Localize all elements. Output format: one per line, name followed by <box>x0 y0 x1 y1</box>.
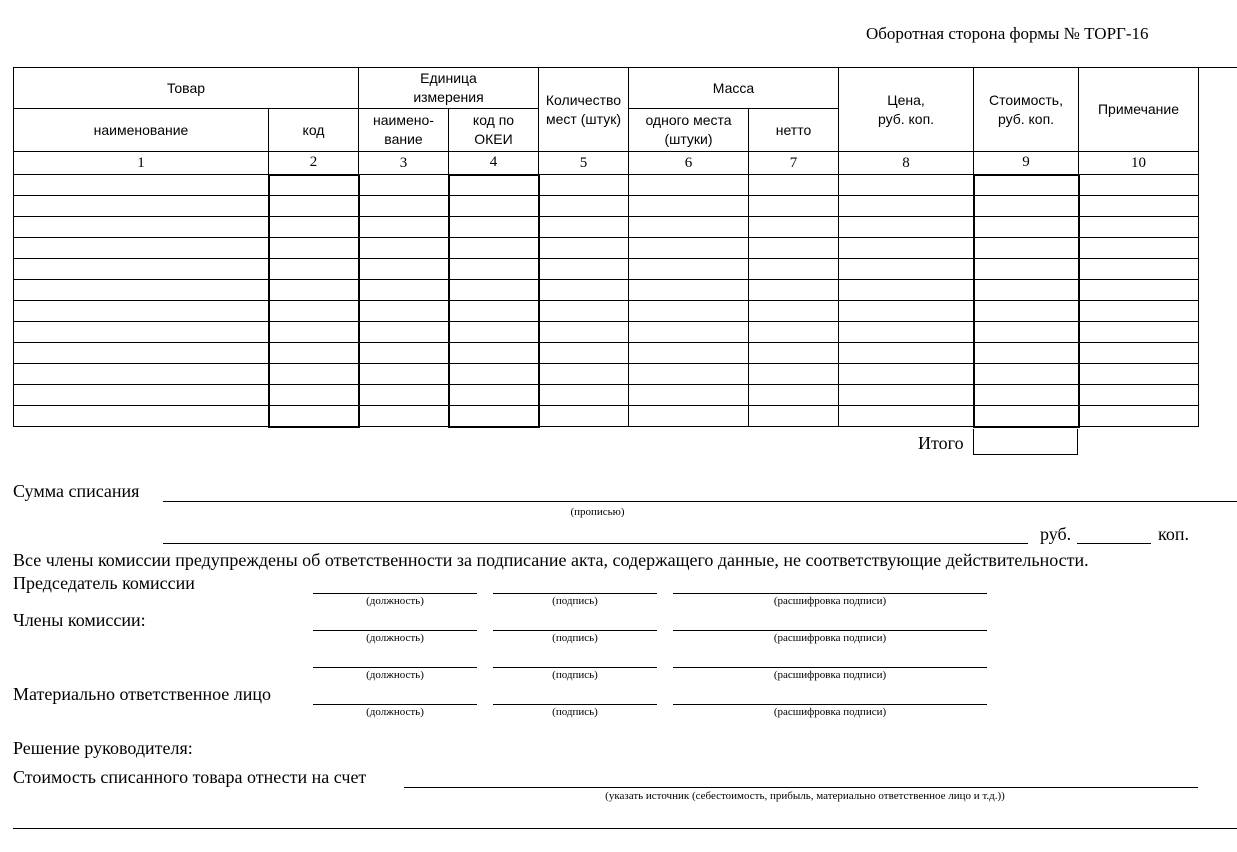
table-cell[interactable] <box>14 364 269 385</box>
table-cell[interactable] <box>449 217 539 238</box>
rub-label: руб. <box>1040 524 1072 544</box>
table-cell[interactable] <box>14 280 269 301</box>
bottom-divider <box>13 828 1237 829</box>
table-cell[interactable] <box>839 301 974 322</box>
header-cost-line1: Стоимость, <box>989 91 1063 108</box>
table-cell[interactable] <box>1079 280 1199 301</box>
sum-words-field[interactable] <box>163 501 1237 502</box>
table-cell[interactable] <box>14 175 269 196</box>
table-cell[interactable] <box>14 322 269 343</box>
table-cell[interactable] <box>974 322 1079 343</box>
position-caption: (должность) <box>366 706 424 718</box>
header-cost-line2: руб. коп. <box>997 110 1055 127</box>
table-cell[interactable] <box>14 343 269 364</box>
table-cell[interactable] <box>629 364 749 385</box>
table-top-extension-line <box>1199 67 1237 68</box>
table-cell[interactable] <box>359 385 449 406</box>
table-cell[interactable] <box>749 196 839 217</box>
decoding-caption: (расшифровка подписи) <box>773 706 887 718</box>
table-cell[interactable] <box>269 217 359 238</box>
column-number: 3 <box>359 152 449 175</box>
header-price-line1: Цена, <box>887 91 925 108</box>
table-cell[interactable] <box>449 301 539 322</box>
table-cell[interactable] <box>539 259 629 280</box>
table-cell[interactable] <box>974 196 1079 217</box>
chairman-signature-field[interactable] <box>493 593 657 594</box>
table-cell[interactable] <box>749 217 839 238</box>
position-caption: (должность) <box>366 595 424 607</box>
table-cell[interactable] <box>839 385 974 406</box>
table-cell[interactable] <box>629 175 749 196</box>
column-number: 9 <box>974 152 1079 175</box>
chairman-decoding-field[interactable] <box>673 593 987 594</box>
table-cell[interactable] <box>539 343 629 364</box>
header-unit <box>359 68 539 109</box>
table-cell[interactable] <box>539 385 629 406</box>
table-cell[interactable] <box>449 322 539 343</box>
table-cell[interactable] <box>539 175 629 196</box>
subheader-one-place-line1: одного места <box>645 112 732 128</box>
table-cell[interactable] <box>749 364 839 385</box>
table-cell[interactable] <box>974 385 1079 406</box>
table-cell[interactable] <box>1079 175 1199 196</box>
itogo-label: Итого <box>918 433 964 453</box>
sum-label: Сумма списания <box>13 481 140 501</box>
sum-caption: (прописью) <box>570 506 625 518</box>
table-cell[interactable] <box>839 238 974 259</box>
subheader-name: наименование <box>14 109 269 152</box>
table-cell[interactable] <box>449 175 539 196</box>
table-cell[interactable] <box>269 196 359 217</box>
table-row <box>14 280 1199 301</box>
table-cell[interactable] <box>839 259 974 280</box>
header-unit-line2: измерения <box>413 89 484 105</box>
table-cell[interactable] <box>359 364 449 385</box>
table-cell[interactable] <box>629 301 749 322</box>
table-cell[interactable] <box>1079 343 1199 364</box>
table-cell[interactable] <box>749 301 839 322</box>
table-cell[interactable] <box>539 301 629 322</box>
table-cell[interactable] <box>749 385 839 406</box>
table-cell[interactable] <box>1079 364 1199 385</box>
column-number: 8 <box>839 152 974 175</box>
table-cell[interactable] <box>974 175 1079 196</box>
table-cell[interactable] <box>269 364 359 385</box>
table-cell[interactable] <box>749 175 839 196</box>
table-cell[interactable] <box>629 343 749 364</box>
table-cell[interactable] <box>839 175 974 196</box>
subheader-okei <box>449 109 539 152</box>
decoding-caption: (расшифровка подписи) <box>773 632 887 644</box>
subheader-unit-name <box>359 109 449 152</box>
table-cell[interactable] <box>629 238 749 259</box>
header-mass: Масса <box>629 68 839 109</box>
table-row <box>14 406 1199 427</box>
table-cell[interactable] <box>839 322 974 343</box>
table-cell[interactable] <box>974 259 1079 280</box>
table-row <box>14 322 1199 343</box>
subheader-unit-name-line1: наимено- <box>373 112 434 128</box>
account-field[interactable] <box>404 787 1198 788</box>
member1-signature-field[interactable] <box>493 630 657 631</box>
column-number: 7 <box>749 152 839 175</box>
table-cell[interactable] <box>269 343 359 364</box>
member2-decoding-field[interactable] <box>673 667 987 668</box>
table-cell[interactable] <box>539 322 629 343</box>
table-cell[interactable] <box>449 196 539 217</box>
table-row <box>14 259 1199 280</box>
column-number: 1 <box>14 152 269 175</box>
subheader-netto: нетто <box>749 109 839 152</box>
chairman-label: Председатель комиссии <box>13 573 195 593</box>
table-cell[interactable] <box>14 259 269 280</box>
table-cell[interactable] <box>359 175 449 196</box>
table-cell[interactable] <box>974 364 1079 385</box>
table-cell[interactable] <box>14 217 269 238</box>
signature-caption: (подпись) <box>552 595 598 607</box>
table-cell[interactable] <box>359 322 449 343</box>
subheader-unit-name-line2: вание <box>384 131 423 147</box>
table-cell[interactable] <box>539 238 629 259</box>
table-cell[interactable] <box>539 364 629 385</box>
table-cell[interactable] <box>359 406 449 427</box>
table-cell[interactable] <box>974 406 1079 427</box>
table-cell[interactable] <box>749 259 839 280</box>
table-cell[interactable] <box>449 280 539 301</box>
table-row <box>14 196 1199 217</box>
table-cell[interactable] <box>629 406 749 427</box>
position-caption: (должность) <box>366 669 424 681</box>
table-cell[interactable] <box>629 280 749 301</box>
chairman-position-field[interactable] <box>313 593 477 594</box>
subheader-code: код <box>269 109 359 152</box>
table-cell[interactable] <box>1079 238 1199 259</box>
header-price <box>839 68 974 152</box>
table-cell[interactable] <box>449 238 539 259</box>
responsible-signature-field[interactable] <box>493 704 657 705</box>
table-cell[interactable] <box>449 406 539 427</box>
header-cost <box>974 68 1079 152</box>
header-quantity <box>539 68 629 152</box>
table-cell[interactable] <box>14 385 269 406</box>
table-row <box>14 385 1199 406</box>
table-cell[interactable] <box>839 217 974 238</box>
table-row <box>14 217 1199 238</box>
members-label: Члены комиссии: <box>13 610 146 630</box>
header-quantity-line1: Количество <box>545 91 622 108</box>
table-cell[interactable] <box>14 196 269 217</box>
table-cell[interactable] <box>839 280 974 301</box>
table-cell[interactable] <box>749 322 839 343</box>
table-cell[interactable] <box>839 364 974 385</box>
table-cell[interactable] <box>1079 196 1199 217</box>
table-cell[interactable] <box>269 322 359 343</box>
sum-words-field-2[interactable] <box>163 543 1028 544</box>
table-cell[interactable] <box>359 343 449 364</box>
table-cell[interactable] <box>449 259 539 280</box>
table-cell[interactable] <box>839 406 974 427</box>
table-cell[interactable] <box>539 280 629 301</box>
table-cell[interactable] <box>749 406 839 427</box>
table-cell[interactable] <box>269 259 359 280</box>
column-number: 6 <box>629 152 749 175</box>
subheader-one-place-line2: (штуки) <box>664 131 713 147</box>
itogo-value-field[interactable] <box>973 429 1078 455</box>
signature-caption: (подпись) <box>552 669 598 681</box>
table-cell[interactable] <box>14 301 269 322</box>
table-cell[interactable] <box>629 322 749 343</box>
header-price-line2: руб. коп. <box>877 110 935 127</box>
table-cell[interactable] <box>269 301 359 322</box>
table-cell[interactable] <box>1079 385 1199 406</box>
table-cell[interactable] <box>539 196 629 217</box>
table-row <box>14 238 1199 259</box>
table-cell[interactable] <box>1079 259 1199 280</box>
subheader-one-place <box>629 109 749 152</box>
header-unit-line1: Единица <box>420 70 477 86</box>
table-cell[interactable] <box>539 406 629 427</box>
table-cell[interactable] <box>359 280 449 301</box>
table-cell[interactable] <box>1079 406 1199 427</box>
table-cell[interactable] <box>449 343 539 364</box>
table-cell[interactable] <box>629 259 749 280</box>
table-cell[interactable] <box>629 196 749 217</box>
member1-position-field[interactable] <box>313 630 477 631</box>
signature-caption: (подпись) <box>552 706 598 718</box>
header-note: Примечание <box>1079 68 1199 152</box>
signature-caption: (подпись) <box>552 632 598 644</box>
column-number: 5 <box>539 152 629 175</box>
table-cell[interactable] <box>539 217 629 238</box>
member1-decoding-field[interactable] <box>673 630 987 631</box>
responsible-position-field[interactable] <box>313 704 477 705</box>
table-cell[interactable] <box>269 406 359 427</box>
table-cell[interactable] <box>449 385 539 406</box>
table-cell[interactable] <box>749 238 839 259</box>
table-cell[interactable] <box>629 217 749 238</box>
column-number: 10 <box>1079 152 1199 175</box>
table-cell[interactable] <box>269 238 359 259</box>
table-cell[interactable] <box>749 280 839 301</box>
table-row <box>14 175 1199 196</box>
decoding-caption: (расшифровка подписи) <box>773 595 887 607</box>
table-cell[interactable] <box>1079 217 1199 238</box>
table-cell[interactable] <box>14 238 269 259</box>
kop-label: коп. <box>1158 524 1189 544</box>
table-cell[interactable] <box>839 196 974 217</box>
table-cell[interactable] <box>974 343 1079 364</box>
table-cell[interactable] <box>269 175 359 196</box>
table-cell[interactable] <box>359 238 449 259</box>
member2-position-field[interactable] <box>313 667 477 668</box>
table-row <box>14 364 1199 385</box>
table-cell[interactable] <box>359 259 449 280</box>
warning-text: Все члены комиссии предупреждены об ответственности за подписание акта, содержащего данные, не соответствующие действительности. <box>13 550 1089 570</box>
subheader-okei-line1: код по <box>472 112 515 128</box>
header-quantity-line2: мест (штук) <box>546 110 621 127</box>
table-row <box>14 301 1199 322</box>
table-cell[interactable] <box>974 217 1079 238</box>
table-cell[interactable] <box>974 280 1079 301</box>
table-row <box>14 343 1199 364</box>
table-cell[interactable] <box>359 301 449 322</box>
account-label: Стоимость списанного товара отнести на счет <box>13 767 367 787</box>
member2-signature-field[interactable] <box>493 667 657 668</box>
table-cell[interactable] <box>449 364 539 385</box>
table-cell[interactable] <box>359 217 449 238</box>
goods-table <box>13 67 1199 428</box>
table-cell[interactable] <box>974 301 1079 322</box>
column-number: 2 <box>269 152 359 175</box>
table-cell[interactable] <box>1079 301 1199 322</box>
decision-label: Решение руководителя: <box>13 738 193 758</box>
header-tovar: Товар <box>14 68 359 109</box>
responsible-label: Материально ответственное лицо <box>13 684 272 704</box>
table-cell[interactable] <box>359 196 449 217</box>
table-cell[interactable] <box>269 385 359 406</box>
table-cell[interactable] <box>1079 322 1199 343</box>
table-cell[interactable] <box>749 343 839 364</box>
table-cell[interactable] <box>14 406 269 427</box>
table-cell[interactable] <box>629 385 749 406</box>
account-caption: (указать источник (себестоимость, прибыль, материально ответственное лицо и т.д.)) <box>605 790 1005 802</box>
table-cell[interactable] <box>269 280 359 301</box>
responsible-decoding-field[interactable] <box>673 704 987 705</box>
table-cell[interactable] <box>974 238 1079 259</box>
table-cell[interactable] <box>839 343 974 364</box>
position-caption: (должность) <box>366 632 424 644</box>
column-number: 4 <box>449 152 539 175</box>
form-title: Оборотная сторона формы № ТОРГ-16 <box>866 24 1149 43</box>
decoding-caption: (расшифровка подписи) <box>773 669 887 681</box>
kop-field[interactable] <box>1077 543 1151 544</box>
subheader-okei-line2: ОКЕИ <box>474 131 513 147</box>
